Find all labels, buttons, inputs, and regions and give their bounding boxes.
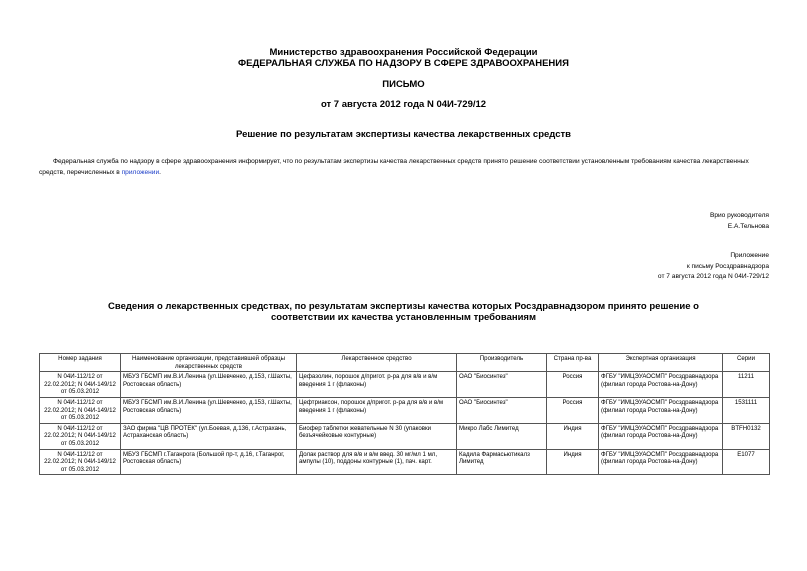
appendix-reference [469,251,769,283]
cell-organization: МБУЗ ГБСМП им.В.И.Ленина (ул.Шевченко, д.153, г.Шахты, Ростовская область) [121,372,297,398]
signature-position: Врио руководителя [709,212,769,219]
appendix-link[interactable]: приложении [121,169,160,176]
col-header-drug: Лекарственное средство [297,354,457,372]
cell-number: N 04И-112/12 от 22.02.2012; N 04И-149/12 от 05.03.2012 [40,449,121,475]
table-row [40,449,770,475]
drug-table [39,353,770,475]
cell-organization: МБУЗ ГБСМП им.В.И.Ленина (ул.Шевченко, д.153, г.Шахты, Ростовская область) [121,397,297,423]
col-header-country: Страна пр-ва [547,354,599,372]
body-text: Федеральная служба по надзору в сфере здравоохранения информирует, что по результатам экспертизы качества лекарственных средств принято решение соответствии установленным требованиям качества лекарственных средств, перечисленных в [39,158,749,176]
signature-block [469,211,769,232]
col-header-organization: Наименование организации, представившей образцы лекарственных средств [121,354,297,372]
cell-drug: Биофер таблетки жевательные N 30 (упаковки безъячейковые контурные) [297,423,457,449]
cell-expert-org: ФГБУ "ИМЦЭУАОСМП" Росздравнадзора (филиал города Ростова-на-Дону) [599,372,723,398]
table-row [40,423,770,449]
cell-country: Россия [547,397,599,423]
cell-manufacturer: ОАО "Биосинтез" [457,372,547,398]
signature-name: Е.А.Тельнова [727,222,769,230]
cell-manufacturer: ОАО "Биосинтез" [457,397,547,423]
cell-country: Индия [547,423,599,449]
cell-series: BTFH0132 [723,423,770,449]
cell-expert-org: ФГБУ "ИМЦЭУАОСМП" Росздравнадзора (филиал города Ростова-на-Дону) [599,449,723,475]
cell-expert-org: ФГБУ "ИМЦЭУАОСМП" Росздравнадзора (филиал города Ростова-на-Дону) [599,397,723,423]
table-header-row [40,354,770,372]
col-header-number: Номер задания [40,354,121,372]
cell-number: N 04И-112/12 от 22.02.2012; N 04И-149/12 от 05.03.2012 [40,397,121,423]
col-header-manufacturer: Производитель [457,354,547,372]
cell-series: E1077 [723,449,770,475]
cell-manufacturer: Микро Лабс Лимитед [457,423,547,449]
cell-manufacturer: Кадила Фармасьютикалз Лимитед [457,449,547,475]
table-row [40,397,770,423]
cell-country: Индия [547,449,599,475]
cell-drug: Цефтриаксон, порошок д/пригот. р-ра для в/в и в/м введения 1 г (флаконы) [297,397,457,423]
cell-series: 11211 [723,372,770,398]
table-row [40,372,770,398]
col-header-expert-org: Экспертная организация [599,354,723,372]
body-paragraph [39,156,769,178]
appendix-ref-line3: от 7 августа 2012 года N 04И-729/12 [657,273,769,280]
cell-number: N 04И-112/12 от 22.02.2012; N 04И-149/12 от 05.03.2012 [40,423,121,449]
appendix-ref-line2: к письму Росздравнадзора [686,262,769,270]
appendix-title: Сведения о лекарственных средствах, по результатам экспертизы качества которых Росздравнадзором принято решение о соответствии их качества установленным требованиям [108,301,699,323]
doc-type: ПИСЬМО [382,79,425,90]
appendix-ref-line1: Приложение [730,252,769,259]
cell-drug: Долак раствор для в/в и в/м введ. 30 мг/мл 1 мл, ампулы (10), поддоны контурные (1), пач. карт. [297,449,457,475]
doc-subject: Решение по результатам экспертизы качества лекарственных средств [236,129,571,140]
cell-organization: МБУЗ ГБСМП г.Таганрога (Большой пр-т, д.16, г.Таганрог, Ростовская область) [121,449,297,475]
cell-drug: Цефазолин, порошок д/пригот. р-ра для в/в и в/м введения 1 г (флаконы) [297,372,457,398]
service-title: ФЕДЕРАЛЬНАЯ СЛУЖБА ПО НАДЗОРУ В СФЕРЕ ЗДРАВООХРАНЕНИЯ [238,58,569,69]
body-text-end: . [159,169,161,176]
cell-number: N 04И-112/12 от 22.02.2012; N 04И-149/12 от 05.03.2012 [40,372,121,398]
cell-organization: ЗАО фирма "ЦВ ПРОТЕК" (ул.Боевая, д.136, г.Астрахань, Астраханская область) [121,423,297,449]
cell-expert-org: ФГБУ "ИМЦЭУАОСМП" Росздравнадзора (филиал города Ростова-на-Дону) [599,423,723,449]
doc-date-number: от 7 августа 2012 года N 04И-729/12 [320,99,487,110]
col-header-series: Серии [723,354,770,372]
cell-country: Россия [547,372,599,398]
ministry-title: Министерство здравоохранения Российской Федерации [269,47,538,58]
cell-series: 1531111 [723,397,770,423]
